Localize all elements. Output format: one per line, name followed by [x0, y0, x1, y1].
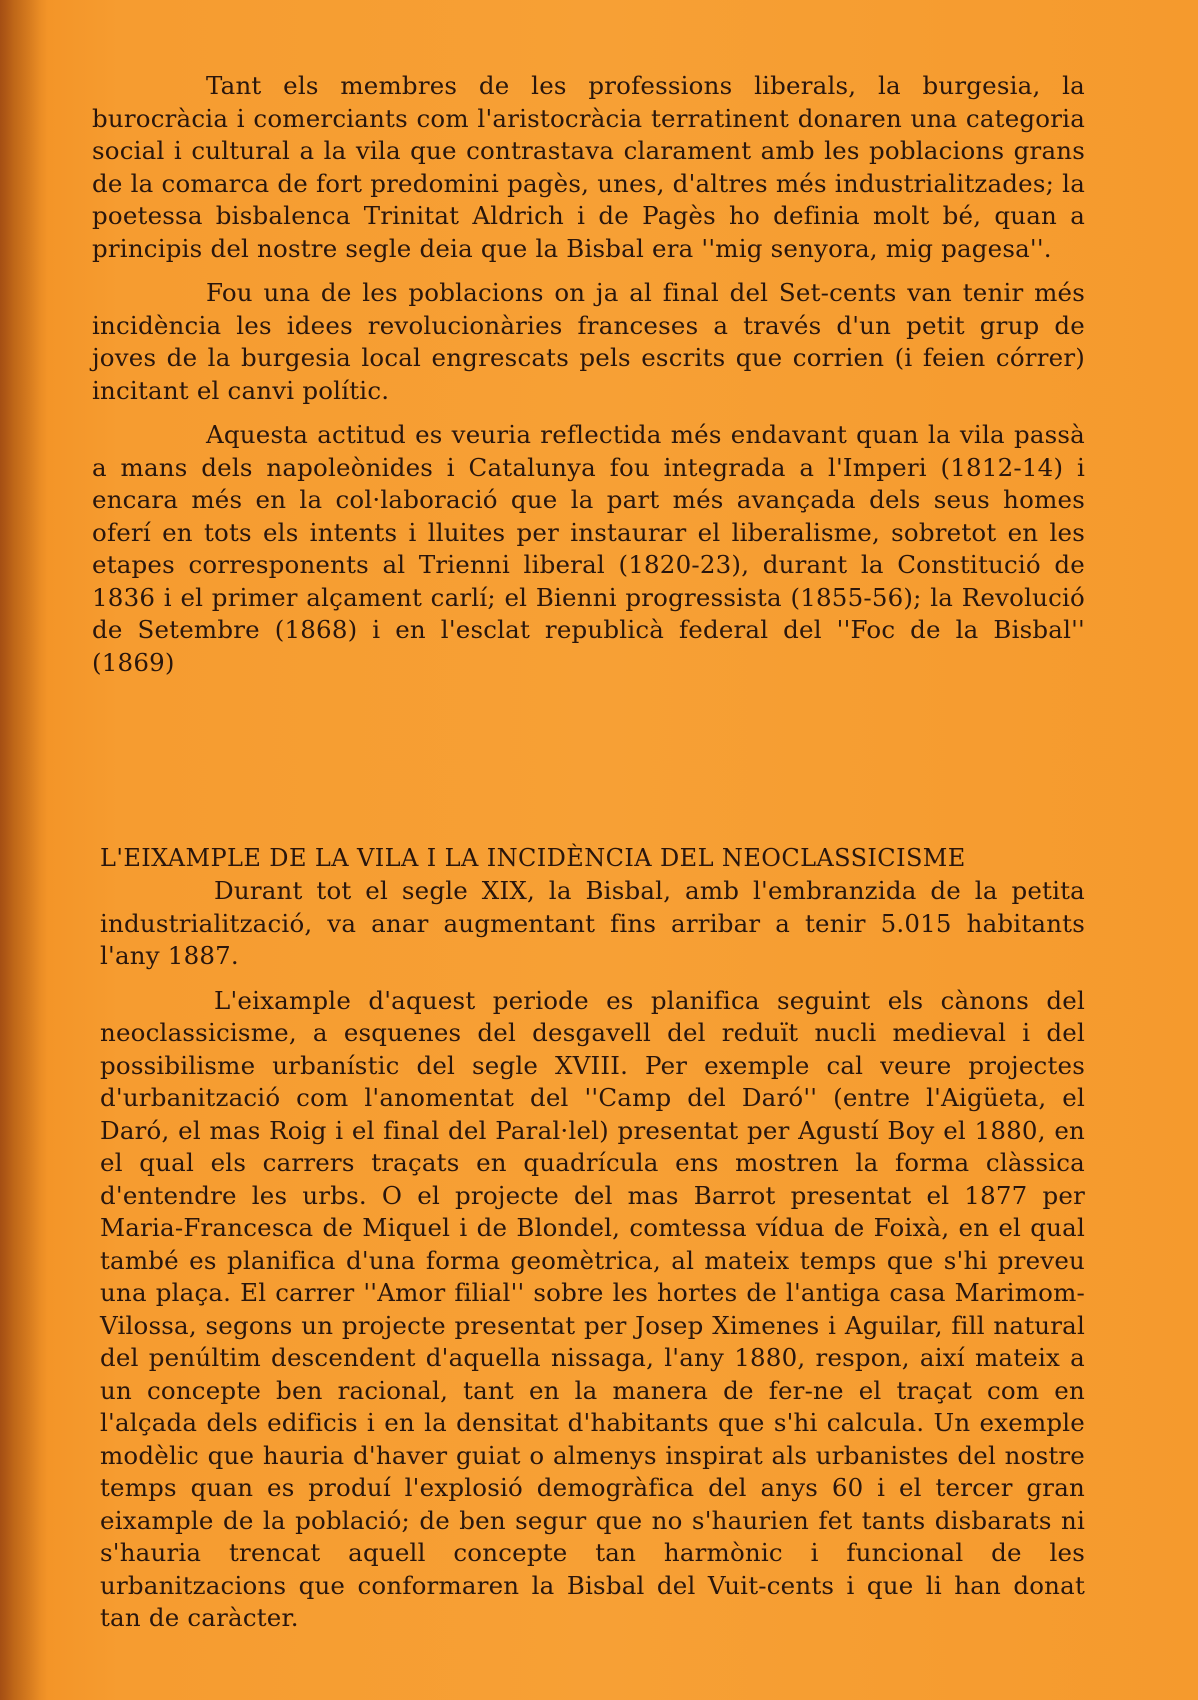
- paragraph-urban-planning: L'eixample d'aquest periode es planifica seguint els cànons del neoclassicisme, a esquenes del desgavell del reduït nucli medieval i del possibilisme urbanístic del segle XVIII. Per exemple cal veure projectes d'urbanització com l'anomentat del ''Camp del Daró'' (entre l'Aigüeta, el Daró, el mas Roig i el final del Paral·lel) presentat per Agustí Boy el 1880, en el qual els carrers traçats en quadrícula ens mostren la forma clàssica d'entendre les urbs. O el projecte del mas Barrot presentat el 1877 per Maria-Francesca de Miquel i de Blondel, comtessa vídua de Foixà, en el qual també es planifica d'una forma geomètrica, al mateix temps que s'hi preveu una plaça. El carrer ''Amor filial'' sobre les hortes de l'antiga casa Marimom-Vilossa, segons un projecte presentat per Josep Ximenes i Aguilar, fill natural del penúltim descendent d'aquella nissaga, l'any 1880, respon, així mateix a un concepte ben racional, tant en la manera de fer-ne el traçat com en l'alçada dels edificis i en la densitat d'habitants que s'hi calcula. Un exemple modèlic que hauria d'haver guiat o almenys inspirat als urbanistes del nostre temps quan es produí l'explosió demogràfica del anys 60 i el tercer gran eixample de la població; de ben segur que no s'haurien fet tants disbarats ni s'hauria trencat aquell concepte tan harmònic i funcional de les urbanitzacions que conformaren la Bisbal del Vuit-cents i que li han donat tan de caràcter.: [100, 985, 1085, 1632]
- section-heading: L'EIXAMPLE DE LA VILA I LA INCIDÈNCIA DEL NEOCLASSICISME: [100, 844, 966, 872]
- paragraph-population: Durant tot el segle XIX, la Bisbal, amb l'embranzida de la petita industrialització, va anar augmentant fins arribar a tenir 5.015 habitants l'any 1887.: [100, 876, 1085, 970]
- paragraph-revolutionary-ideas: Fou una de les poblacions on ja al final del Set-cents van tenir més incidència les idees revolucionàries franceses a través d'un petit grup de joves de la burgesia local engrescats pels escrits que corrien (i feien córrer) incitant el canvi polític.: [92, 278, 1085, 405]
- section-eixample: [100, 842, 1085, 1647]
- paragraph-social-classes: Tant els membres de les professions liberals, la burgesia, la burocràcia i comerciants com l'aristocràcia terratinent donaren una categoria social i cultural a la vila que contrastava clarament amb les poblacions grans de la comarca de fort predomini pagès, unes, d'altres més industrialitzades; la poetessa bisbalenca Trinitat Aldrich i de Pagès ho definia molt bé, quan a principis del nostre segle deia que la Bisbal era ''mig senyora, mig pagesa''.: [92, 71, 1085, 263]
- book-spine-shadow: [0, 0, 48, 1700]
- section-liberal-society: [92, 70, 1085, 691]
- paragraph-liberalism: Aquesta actitud es veuria reflectida més endavant quan la vila passà a mans dels napoleònides i Catalunya fou integrada a l'Imperi (1812-14) i encara més en la col·laboració que la part més avançada dels seus homes oferí en tots els intents i lluites per instaurar el liberalisme, sobretot en les etapes corresponents al Trienni liberal (1820-23), durant la Constitució de 1836 i el primer alçament carlí; el Bienni progressista (1855-56); la Revolució de Setembre (1868) i en l'esclat republicà federal del ''Foc de la Bisbal'' (1869): [92, 420, 1085, 677]
